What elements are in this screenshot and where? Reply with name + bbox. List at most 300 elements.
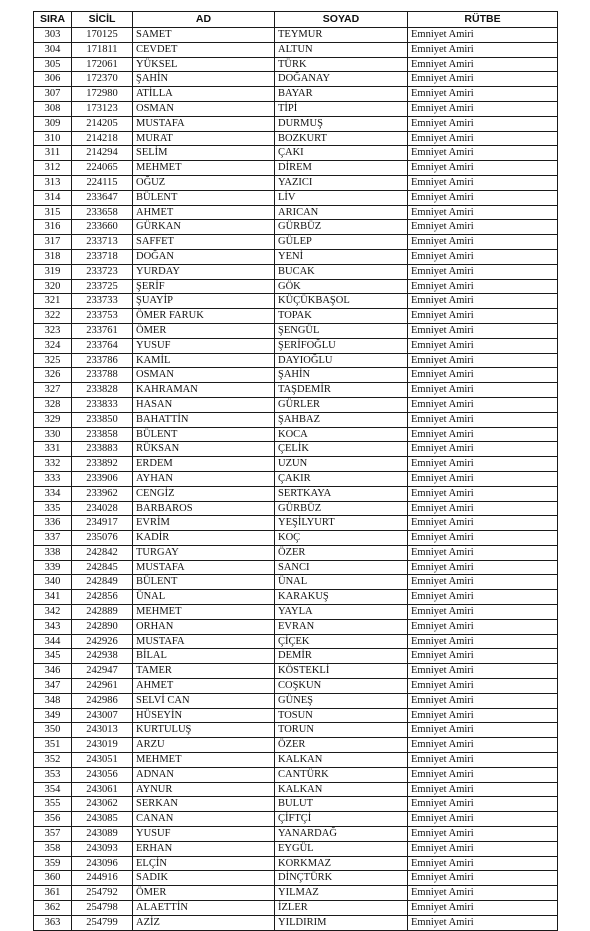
cell-soyad: ÖZER [275, 545, 408, 560]
cell-sicil: 233733 [72, 294, 133, 309]
cell-ad: EVRİM [133, 516, 275, 531]
cell-sicil: 242938 [72, 649, 133, 664]
table-row [34, 235, 558, 250]
cell-rutbe: Emniyet Amiri [408, 72, 558, 87]
cell-sira: 322 [34, 309, 72, 324]
table-row [34, 116, 558, 131]
header-row [34, 12, 558, 28]
cell-soyad: TORUN [275, 723, 408, 738]
cell-rutbe: Emniyet Amiri [408, 545, 558, 560]
cell-ad: MUSTAFA [133, 560, 275, 575]
cell-sira: 342 [34, 605, 72, 620]
table-row [34, 560, 558, 575]
cell-ad: MURAT [133, 131, 275, 146]
table-body [34, 28, 558, 931]
cell-sira: 314 [34, 190, 72, 205]
cell-ad: MUSTAFA [133, 634, 275, 649]
table-row [34, 28, 558, 43]
cell-ad: BÜLENT [133, 190, 275, 205]
cell-ad: TURGAY [133, 545, 275, 560]
cell-rutbe: Emniyet Amiri [408, 649, 558, 664]
cell-rutbe: Emniyet Amiri [408, 605, 558, 620]
table-row [34, 264, 558, 279]
cell-rutbe: Emniyet Amiri [408, 175, 558, 190]
cell-sicil: 242890 [72, 619, 133, 634]
cell-ad: ORHAN [133, 619, 275, 634]
cell-rutbe: Emniyet Amiri [408, 383, 558, 398]
cell-sira: 341 [34, 590, 72, 605]
cell-soyad: GÜLEP [275, 235, 408, 250]
cell-sicil: 242845 [72, 560, 133, 575]
cell-sira: 317 [34, 235, 72, 250]
table-row [34, 723, 558, 738]
cell-sira: 307 [34, 87, 72, 102]
cell-rutbe: Emniyet Amiri [408, 442, 558, 457]
table-row [34, 575, 558, 590]
cell-sira: 312 [34, 161, 72, 176]
cell-rutbe: Emniyet Amiri [408, 664, 558, 679]
cell-soyad: ÜNAL [275, 575, 408, 590]
cell-rutbe: Emniyet Amiri [408, 501, 558, 516]
cell-sira: 306 [34, 72, 72, 87]
cell-sicil: 243013 [72, 723, 133, 738]
column-header-soyad: SOYAD [275, 12, 408, 28]
cell-sicil: 243007 [72, 708, 133, 723]
cell-rutbe: Emniyet Amiri [408, 235, 558, 250]
table-row [34, 72, 558, 87]
cell-sira: 346 [34, 664, 72, 679]
cell-soyad: KÖSTEKLİ [275, 664, 408, 679]
table-row [34, 42, 558, 57]
cell-soyad: GÖK [275, 279, 408, 294]
cell-sira: 343 [34, 619, 72, 634]
cell-rutbe: Emniyet Amiri [408, 575, 558, 590]
cell-ad: RÜKSAN [133, 442, 275, 457]
cell-sicil: 242856 [72, 590, 133, 605]
cell-ad: ÜNAL [133, 590, 275, 605]
cell-sira: 334 [34, 486, 72, 501]
cell-sicil: 233850 [72, 412, 133, 427]
table-row [34, 353, 558, 368]
cell-soyad: YEŞİLYURT [275, 516, 408, 531]
cell-soyad: BOZKURT [275, 131, 408, 146]
cell-soyad: COŞKUN [275, 679, 408, 694]
cell-sira: 308 [34, 101, 72, 116]
table-row [34, 397, 558, 412]
cell-soyad: GÜRBÜZ [275, 501, 408, 516]
cell-rutbe: Emniyet Amiri [408, 812, 558, 827]
cell-ad: ÖMER [133, 323, 275, 338]
table-row [34, 708, 558, 723]
cell-rutbe: Emniyet Amiri [408, 264, 558, 279]
cell-ad: SERKAN [133, 797, 275, 812]
table-row [34, 161, 558, 176]
cell-soyad: ARICAN [275, 205, 408, 220]
cell-sicil: 242947 [72, 664, 133, 679]
table-row [34, 812, 558, 827]
cell-rutbe: Emniyet Amiri [408, 57, 558, 72]
cell-rutbe: Emniyet Amiri [408, 782, 558, 797]
cell-sira: 329 [34, 412, 72, 427]
table-row [34, 412, 558, 427]
cell-ad: SELİM [133, 146, 275, 161]
table-row [34, 146, 558, 161]
cell-sicil: 233906 [72, 471, 133, 486]
cell-sicil: 233962 [72, 486, 133, 501]
cell-rutbe: Emniyet Amiri [408, 42, 558, 57]
cell-sira: 355 [34, 797, 72, 812]
table-row [34, 309, 558, 324]
cell-soyad: GÜNEŞ [275, 693, 408, 708]
cell-sira: 339 [34, 560, 72, 575]
table-row [34, 901, 558, 916]
cell-ad: SADIK [133, 871, 275, 886]
cell-soyad: GÜRBÜZ [275, 220, 408, 235]
cell-rutbe: Emniyet Amiri [408, 708, 558, 723]
cell-sira: 337 [34, 531, 72, 546]
cell-soyad: GÜRLER [275, 397, 408, 412]
cell-sicil: 243089 [72, 827, 133, 842]
cell-sicil: 242842 [72, 545, 133, 560]
cell-soyad: ALTUN [275, 42, 408, 57]
table-row [34, 679, 558, 694]
cell-soyad: ŞERİFOĞLU [275, 338, 408, 353]
column-header-rutbe: RÜTBE [408, 12, 558, 28]
table-row [34, 531, 558, 546]
cell-sicil: 243062 [72, 797, 133, 812]
table-row [34, 190, 558, 205]
cell-soyad: YANARDAĞ [275, 827, 408, 842]
cell-sicil: 172980 [72, 87, 133, 102]
cell-soyad: DİNÇTÜRK [275, 871, 408, 886]
cell-rutbe: Emniyet Amiri [408, 101, 558, 116]
cell-sicil: 234917 [72, 516, 133, 531]
cell-rutbe: Emniyet Amiri [408, 841, 558, 856]
table-row [34, 457, 558, 472]
cell-ad: MEHMET [133, 605, 275, 620]
cell-sicil: 234028 [72, 501, 133, 516]
cell-rutbe: Emniyet Amiri [408, 856, 558, 871]
table-row [34, 693, 558, 708]
cell-soyad: ŞAHBAZ [275, 412, 408, 427]
cell-sicil: 243019 [72, 738, 133, 753]
cell-sicil: 243061 [72, 782, 133, 797]
table-header [34, 12, 558, 28]
cell-sira: 323 [34, 323, 72, 338]
cell-ad: YURDAY [133, 264, 275, 279]
cell-soyad: YENİ [275, 249, 408, 264]
cell-sicil: 172370 [72, 72, 133, 87]
cell-ad: OSMAN [133, 101, 275, 116]
cell-sicil: 243096 [72, 856, 133, 871]
table-row [34, 294, 558, 309]
cell-ad: TAMER [133, 664, 275, 679]
cell-sira: 358 [34, 841, 72, 856]
cell-sicil: 254792 [72, 886, 133, 901]
cell-rutbe: Emniyet Amiri [408, 486, 558, 501]
cell-sicil: 233892 [72, 457, 133, 472]
cell-sicil: 214205 [72, 116, 133, 131]
table-row [34, 827, 558, 842]
cell-soyad: DOĞANAY [275, 72, 408, 87]
cell-ad: SAFFET [133, 235, 275, 250]
cell-rutbe: Emniyet Amiri [408, 87, 558, 102]
cell-sira: 340 [34, 575, 72, 590]
cell-rutbe: Emniyet Amiri [408, 294, 558, 309]
cell-sicil: 214218 [72, 131, 133, 146]
cell-ad: ÖMER [133, 886, 275, 901]
cell-rutbe: Emniyet Amiri [408, 205, 558, 220]
column-header-ad: AD [133, 12, 275, 28]
table-row [34, 886, 558, 901]
table-row [34, 175, 558, 190]
cell-soyad: CANTÜRK [275, 767, 408, 782]
cell-sicil: 172061 [72, 57, 133, 72]
cell-sira: 360 [34, 871, 72, 886]
table-row [34, 383, 558, 398]
cell-sicil: 233660 [72, 220, 133, 235]
cell-ad: HÜSEYİN [133, 708, 275, 723]
cell-sicil: 233833 [72, 397, 133, 412]
cell-ad: ELÇİN [133, 856, 275, 871]
personnel-table [33, 11, 558, 931]
cell-soyad: KALKAN [275, 782, 408, 797]
cell-sicil: 244916 [72, 871, 133, 886]
cell-ad: ERDEM [133, 457, 275, 472]
cell-ad: ŞERİF [133, 279, 275, 294]
cell-sira: 303 [34, 28, 72, 43]
cell-ad: ÖMER FARUK [133, 309, 275, 324]
cell-rutbe: Emniyet Amiri [408, 309, 558, 324]
cell-rutbe: Emniyet Amiri [408, 797, 558, 812]
cell-ad: KADİR [133, 531, 275, 546]
cell-sira: 353 [34, 767, 72, 782]
cell-sicil: 233713 [72, 235, 133, 250]
cell-sicil: 173123 [72, 101, 133, 116]
cell-sira: 325 [34, 353, 72, 368]
cell-soyad: ÇİÇEK [275, 634, 408, 649]
table-row [34, 220, 558, 235]
cell-ad: KURTULUŞ [133, 723, 275, 738]
cell-sicil: 171811 [72, 42, 133, 57]
cell-soyad: TEYMUR [275, 28, 408, 43]
cell-soyad: LİV [275, 190, 408, 205]
table-row [34, 57, 558, 72]
cell-rutbe: Emniyet Amiri [408, 146, 558, 161]
cell-ad: ALAETTİN [133, 901, 275, 916]
cell-sira: 350 [34, 723, 72, 738]
table-row [34, 915, 558, 930]
cell-sicil: 233658 [72, 205, 133, 220]
cell-sicil: 243085 [72, 812, 133, 827]
cell-rutbe: Emniyet Amiri [408, 753, 558, 768]
cell-sira: 359 [34, 856, 72, 871]
cell-sira: 324 [34, 338, 72, 353]
table-row [34, 856, 558, 871]
cell-sicil: 242926 [72, 634, 133, 649]
cell-soyad: DAYIOĞLU [275, 353, 408, 368]
table-row [34, 101, 558, 116]
cell-sira: 348 [34, 693, 72, 708]
cell-soyad: YAZICI [275, 175, 408, 190]
cell-soyad: EVRAN [275, 619, 408, 634]
cell-rutbe: Emniyet Amiri [408, 590, 558, 605]
cell-rutbe: Emniyet Amiri [408, 871, 558, 886]
cell-ad: BARBAROS [133, 501, 275, 516]
cell-rutbe: Emniyet Amiri [408, 886, 558, 901]
cell-soyad: KOCA [275, 427, 408, 442]
cell-sira: 363 [34, 915, 72, 930]
table-row [34, 427, 558, 442]
table-row [34, 664, 558, 679]
cell-sicil: 243051 [72, 753, 133, 768]
cell-sicil: 242849 [72, 575, 133, 590]
cell-ad: KAMİL [133, 353, 275, 368]
cell-rutbe: Emniyet Amiri [408, 190, 558, 205]
cell-sira: 328 [34, 397, 72, 412]
cell-sicil: 243056 [72, 767, 133, 782]
cell-sira: 327 [34, 383, 72, 398]
cell-sira: 330 [34, 427, 72, 442]
cell-rutbe: Emniyet Amiri [408, 220, 558, 235]
cell-soyad: DİREM [275, 161, 408, 176]
cell-soyad: DEMİR [275, 649, 408, 664]
cell-ad: KAHRAMAN [133, 383, 275, 398]
column-header-sira: SIRA [34, 12, 72, 28]
cell-ad: YUSUF [133, 827, 275, 842]
cell-sicil: 242961 [72, 679, 133, 694]
cell-ad: GÜRKAN [133, 220, 275, 235]
cell-rutbe: Emniyet Amiri [408, 116, 558, 131]
cell-soyad: ÇAKIR [275, 471, 408, 486]
table-row [34, 442, 558, 457]
cell-sicil: 224115 [72, 175, 133, 190]
table-row [34, 738, 558, 753]
cell-sira: 336 [34, 516, 72, 531]
cell-rutbe: Emniyet Amiri [408, 427, 558, 442]
table-row [34, 590, 558, 605]
cell-rutbe: Emniyet Amiri [408, 901, 558, 916]
table-row [34, 545, 558, 560]
cell-sicil: 233764 [72, 338, 133, 353]
cell-rutbe: Emniyet Amiri [408, 279, 558, 294]
table-row [34, 471, 558, 486]
cell-ad: CANAN [133, 812, 275, 827]
cell-ad: OSMAN [133, 368, 275, 383]
cell-ad: OĞUZ [133, 175, 275, 190]
cell-ad: CEVDET [133, 42, 275, 57]
cell-sira: 349 [34, 708, 72, 723]
cell-ad: ŞUAYİP [133, 294, 275, 309]
table-row [34, 131, 558, 146]
cell-sicil: 233718 [72, 249, 133, 264]
cell-sira: 321 [34, 294, 72, 309]
cell-rutbe: Emniyet Amiri [408, 738, 558, 753]
table-row [34, 753, 558, 768]
cell-sira: 345 [34, 649, 72, 664]
cell-sira: 318 [34, 249, 72, 264]
cell-ad: HASAN [133, 397, 275, 412]
cell-ad: YÜKSEL [133, 57, 275, 72]
cell-soyad: EYGÜL [275, 841, 408, 856]
table-row [34, 486, 558, 501]
cell-soyad: ÖZER [275, 738, 408, 753]
cell-soyad: YAYLA [275, 605, 408, 620]
cell-sicil: 214294 [72, 146, 133, 161]
cell-sira: 309 [34, 116, 72, 131]
cell-soyad: SERTKAYA [275, 486, 408, 501]
cell-rutbe: Emniyet Amiri [408, 368, 558, 383]
cell-rutbe: Emniyet Amiri [408, 634, 558, 649]
cell-sicil: 233725 [72, 279, 133, 294]
table-row [34, 871, 558, 886]
cell-ad: ARZU [133, 738, 275, 753]
cell-soyad: ÇELİK [275, 442, 408, 457]
cell-sira: 362 [34, 901, 72, 916]
cell-rutbe: Emniyet Amiri [408, 827, 558, 842]
cell-sicil: 242889 [72, 605, 133, 620]
cell-sicil: 224065 [72, 161, 133, 176]
table-row [34, 205, 558, 220]
table-row [34, 87, 558, 102]
cell-rutbe: Emniyet Amiri [408, 161, 558, 176]
cell-rutbe: Emniyet Amiri [408, 397, 558, 412]
cell-sira: 344 [34, 634, 72, 649]
cell-rutbe: Emniyet Amiri [408, 679, 558, 694]
cell-soyad: ÇAKI [275, 146, 408, 161]
cell-soyad: TİPİ [275, 101, 408, 116]
cell-rutbe: Emniyet Amiri [408, 516, 558, 531]
cell-sira: 352 [34, 753, 72, 768]
table-row [34, 634, 558, 649]
table-row [34, 338, 558, 353]
cell-sicil: 233723 [72, 264, 133, 279]
cell-ad: BÜLENT [133, 575, 275, 590]
cell-sira: 332 [34, 457, 72, 472]
cell-soyad: KOÇ [275, 531, 408, 546]
cell-soyad: ŞAHİN [275, 368, 408, 383]
cell-sicil: 235076 [72, 531, 133, 546]
table-row [34, 516, 558, 531]
cell-sira: 315 [34, 205, 72, 220]
cell-sira: 313 [34, 175, 72, 190]
cell-ad: MEHMET [133, 753, 275, 768]
cell-rutbe: Emniyet Amiri [408, 28, 558, 43]
cell-rutbe: Emniyet Amiri [408, 915, 558, 930]
table-row [34, 368, 558, 383]
cell-soyad: SANCI [275, 560, 408, 575]
cell-sira: 320 [34, 279, 72, 294]
cell-soyad: YILDIRIM [275, 915, 408, 930]
cell-sicil: 233883 [72, 442, 133, 457]
cell-ad: BAHATTİN [133, 412, 275, 427]
table-row [34, 619, 558, 634]
table-row [34, 841, 558, 856]
cell-ad: SELVİ CAN [133, 693, 275, 708]
cell-sira: 354 [34, 782, 72, 797]
cell-sira: 311 [34, 146, 72, 161]
cell-ad: BÜLENT [133, 427, 275, 442]
cell-ad: AHMET [133, 679, 275, 694]
cell-soyad: KARAKUŞ [275, 590, 408, 605]
table-row [34, 797, 558, 812]
cell-rutbe: Emniyet Amiri [408, 560, 558, 575]
table-row [34, 249, 558, 264]
cell-soyad: TOPAK [275, 309, 408, 324]
cell-soyad: KALKAN [275, 753, 408, 768]
cell-ad: SAMET [133, 28, 275, 43]
column-header-sicil: SİCİL [72, 12, 133, 28]
